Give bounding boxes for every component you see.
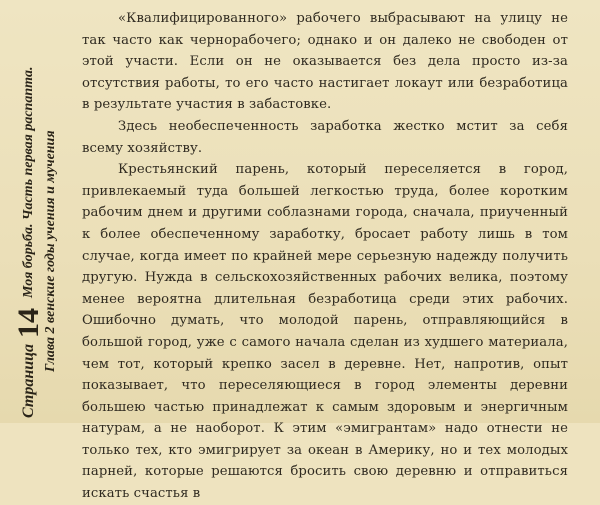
paragraph: Здесь необеспеченность заработка жестко мстит за себя всему хозяйству.	[82, 118, 568, 156]
part-title: Моя борьба. Часть первая распапта.	[21, 66, 36, 298]
page-label: Страница	[20, 343, 37, 418]
running-header	[6, 18, 68, 418]
body-text	[82, 8, 568, 505]
page-number: 14	[12, 307, 45, 338]
paragraph: Крестьянский парень, который переселяется в город, привлекаемый туда большей легкостью труда, более коротким рабочим днем и другими соблазнами города, сначала, приученный к более обеспеченному заработку, бросает работу лишь в том случае, когда имеет по крайней мере серьезную надежду получить другую. Нужда в сельскохозяйственных рабочих велика, поэтому менее вероятна длительная безработица среди этих рабочих. Ошибочно думать, что молодой парень, отправляющийся в большой город, уже с самого начала сделан из худшего материала, чем тот, который крепко засел в деревне. Нет, напротив, опыт показывает, что переселяющиеся в город элементы деревни большею частью принадлежат к самым здоровым и энергичным натурам, а не наоборот. К этим «эмигрантам» надо отнести не только тех, кто эмигрирует за океан в Америку, но и тех молодых парней, которые решаются бросить свою деревню и отправиться искать счастья в	[82, 162, 568, 502]
chapter-title: Глава 2 венские годы учения и мучения	[43, 130, 58, 372]
header-line-2	[43, 18, 59, 418]
page-margin	[0, 0, 70, 423]
header-line-1	[12, 18, 45, 418]
paragraph: «Квалифицированного» рабочего выбрасывают на улицу не так часто как чернорабочего; однако и он далеко не свободен от этой участи. Если он не оказывается без дела просто из-за отсутствия работы, то его часто настигает локаут или безработица в результате участия в забастовке.	[82, 11, 568, 113]
